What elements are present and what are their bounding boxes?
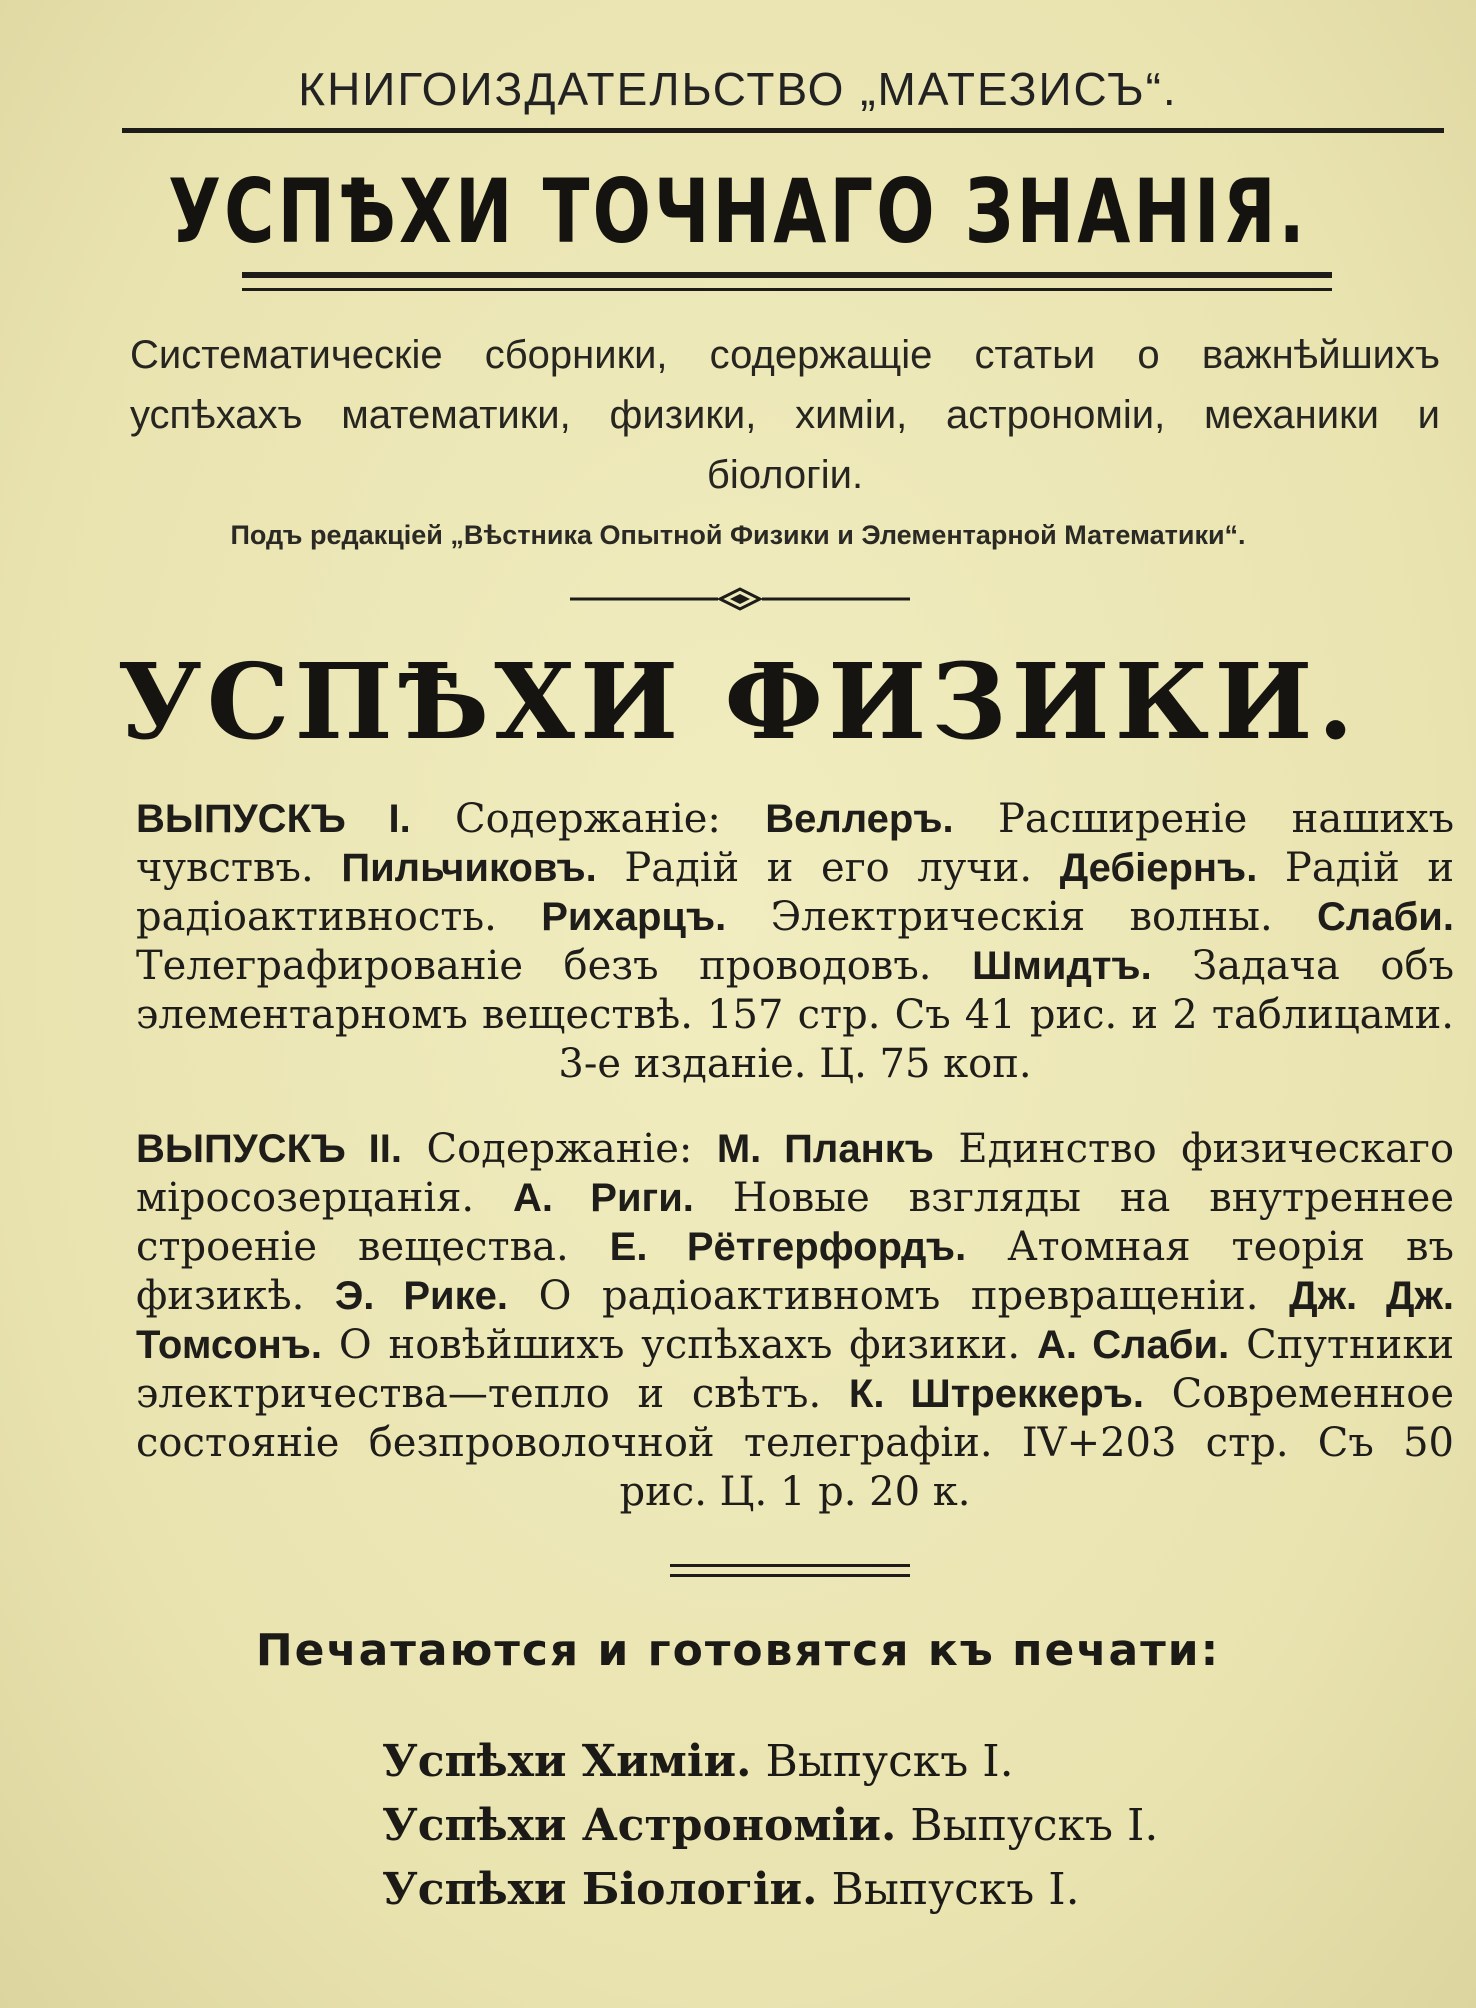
article-title: Задача объ элементарномъ веществѣ.	[136, 943, 1455, 1038]
author: Пильчиковъ.	[341, 846, 597, 890]
physics-title: УСПѢХИ ФИЗИКИ.	[117, 640, 1359, 763]
forthcoming-title: Успѣхи Біологіи.	[382, 1864, 818, 1915]
list-item	[382, 1858, 1158, 1922]
article-title: Расширеніе нашихъ чувствъ.	[136, 796, 1455, 891]
article-title: Единство физическаго міросозерцанія.	[136, 1126, 1455, 1221]
author: Е. Рётгерфордъ.	[609, 1225, 967, 1269]
issue-label: ВЫПУСКЪ I.	[136, 797, 411, 841]
author: Дж. Дж. Томсонъ.	[136, 1274, 1454, 1367]
author: А. Слаби.	[1037, 1323, 1230, 1367]
author: Слаби.	[1317, 895, 1454, 939]
article-title: Радій и его лучи.	[624, 845, 1033, 891]
article-title: Радій и радіоактивность.	[136, 845, 1455, 940]
article-title: О новѣйшихъ успѣхахъ физики.	[338, 1322, 1021, 1368]
top-rule	[122, 128, 1444, 133]
author: Веллеръ.	[765, 797, 954, 841]
article-title: Современное состояніе безпроволочной телеграфіи.	[136, 1371, 1455, 1466]
series-title: УСПѢХИ ТОЧНАГО ЗНАНІЯ.	[168, 160, 1308, 263]
author: Рихарцъ.	[541, 895, 727, 939]
forthcoming-issue: Выпускъ I.	[910, 1800, 1159, 1851]
author: Шмидтъ.	[972, 944, 1152, 988]
series-rule-lower	[242, 288, 1332, 291]
article-title: Спутники электричества—тепло и свѣтъ.	[136, 1322, 1455, 1417]
forthcoming-title: Успѣхи Астрономіи.	[382, 1800, 897, 1851]
forthcoming-issue: Выпускъ I.	[831, 1864, 1080, 1915]
issue-details: 157 стр. Съ 41 рис. и 2 таблицами. 3-е изданіе. Ц. 75 коп.	[558, 992, 1455, 1087]
editorial-note: Подъ редакціей „Вѣстника Опытной Физики и Элементарной Математики“.	[230, 520, 1246, 550]
bottom-rule-lower	[670, 1574, 910, 1577]
issue-1-entry	[136, 795, 1454, 1089]
forthcoming-title: Успѣхи Химіи.	[382, 1736, 752, 1787]
contents-label: Содержаніе:	[455, 796, 721, 842]
forthcoming-list	[382, 1730, 1158, 1922]
author: Дебіернъ.	[1059, 846, 1258, 890]
ornament-divider-icon	[570, 580, 910, 620]
bottom-rule-upper	[670, 1564, 910, 1567]
forthcoming-issue: Выпускъ I.	[765, 1736, 1014, 1787]
article-title: Атомная теорія въ физикѣ.	[136, 1224, 1455, 1319]
article-title: Телеграфированіе безъ проводовъ.	[136, 943, 932, 989]
list-item	[382, 1730, 1158, 1794]
publisher-name: КНИГОИЗДАТЕЛЬСТВО „МАТЕЗИСЪ“.	[298, 63, 1178, 115]
forthcoming-heading: Печатаются и готовятся къ печати:	[255, 1625, 1221, 1676]
author: А. Риги.	[513, 1176, 694, 1220]
author: К. Штреккеръ.	[848, 1372, 1144, 1416]
author: М. Планкъ	[716, 1127, 934, 1171]
issue-details: IV+203 стр. Съ 50 рис. Ц. 1 р. 20 к.	[619, 1420, 1455, 1515]
author: Э. Рике.	[334, 1274, 509, 1318]
issue-label: ВЫПУСКЪ II.	[136, 1127, 402, 1171]
list-item	[382, 1794, 1158, 1858]
contents-label: Содержаніе:	[426, 1126, 693, 1172]
article-title: Новые взгляды на внутреннее строеніе вещества.	[136, 1175, 1455, 1270]
article-title: Электрическія волны.	[770, 894, 1273, 940]
article-title: О радіоактивномъ превращеніи.	[538, 1273, 1259, 1319]
issue-2-entry	[136, 1125, 1454, 1517]
series-description: Систематическіе сборники, содержащіе статьи о важнѣйшихъ успѣхахъ математики, физики, химіи, астрономіи, механики и біологіи.	[130, 333, 1440, 497]
series-rule-upper	[242, 272, 1332, 278]
